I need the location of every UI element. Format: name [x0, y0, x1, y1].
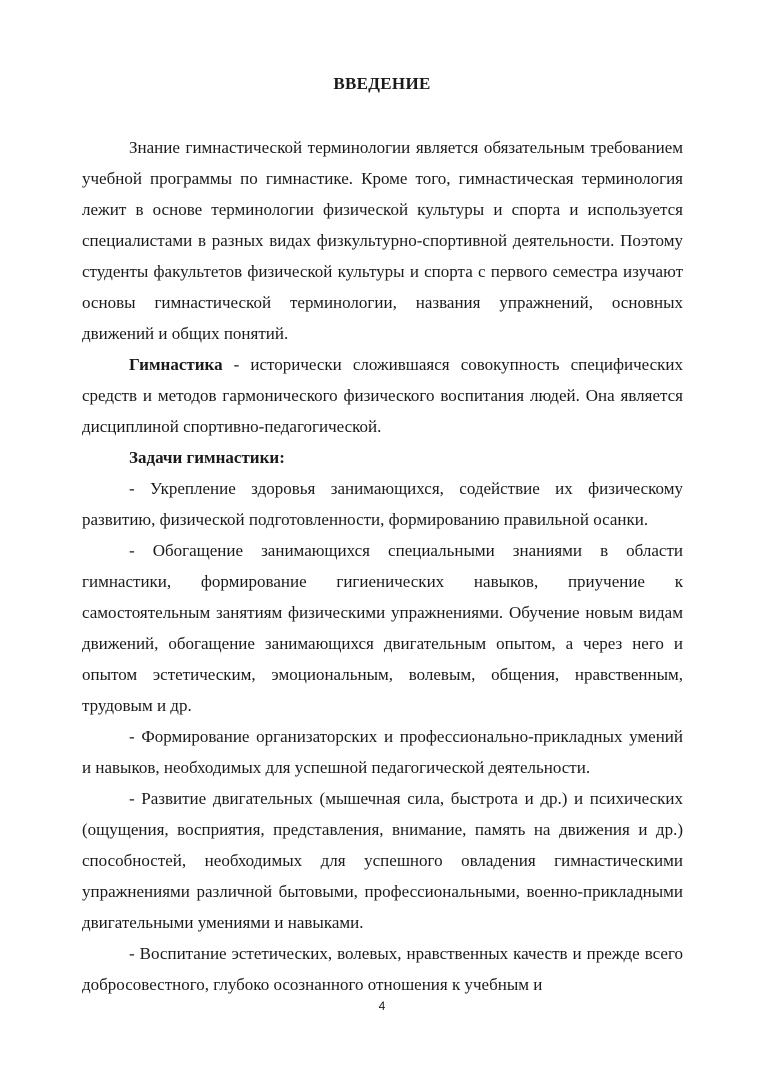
paragraph-term: Задачи гимнастики: — [129, 448, 285, 467]
paragraph-text: - исторически сложившаяся совокупность специфических средств и методов гармонического физического воспитания людей. Она является дисциплиной спортивно-педагогической. — [82, 355, 683, 436]
paragraph-tasks-heading — [82, 442, 683, 473]
paragraph-text: - Воспитание эстетических, волевых, нравственных качеств и прежде всего добросовестного, глубоко осознанного отношения к учебным и — [82, 944, 683, 994]
paragraph-task-item — [82, 535, 683, 721]
document-body — [82, 132, 683, 1000]
paragraph-task-item — [82, 473, 683, 535]
paragraph-task-item — [82, 721, 683, 783]
page-title: ВВЕДЕНИЕ — [333, 74, 431, 93]
paragraph-text: - Формирование организаторских и профессионально-прикладных умений и навыков, необходимых для успешной педагогической деятельности. — [82, 727, 683, 777]
paragraph-intro — [82, 132, 683, 349]
paragraph-text: - Обогащение занимающихся специальными знаниями в области гимнастики, формирование гигиенических навыков, приучение к самостоятельным занятиям физическими упражнениями. Обучение новым видам движений, обогащение занимающихся двигательным опытом, а через него и опытом эстетическим, эмоциональным, волевым, общения, нравственным, трудовым и др. — [82, 541, 683, 715]
paragraph-term: Гимнастика — [129, 355, 223, 374]
paragraph-text: - Укрепление здоровья занимающихся, содействие их физическому развитию, физической подготовленности, формированию правильной осанки. — [82, 479, 683, 529]
paragraph-text: - Развитие двигательных (мышечная сила, быстрота и др.) и психических (ощущения, восприятия, представления, внимание, память на движения и др.) способностей, необходимых для успешного овладения гимнастическими упражнениями различной бытовыми, профессиональными, военно-прикладными двигательными умениями и навыками. — [82, 789, 683, 932]
paragraph-task-item — [82, 783, 683, 938]
paragraph-definition — [82, 349, 683, 442]
page-number: 4 — [378, 999, 386, 1013]
paragraph-task-item — [82, 938, 683, 1000]
paragraph-text: Знание гимнастической терминологии является обязательным требованием учебной программы по гимнастике. Кроме того, гимнастическая терминология лежит в основе терминологии физической культуры и спорта и используется специалистами в разных видах физкультурно-спортивной деятельности. Поэтому студенты факультетов физической культуры и спорта с первого семестра изучают основы гимнастической терминологии, названия упражнений, основных движений и общих понятий. — [82, 138, 683, 343]
